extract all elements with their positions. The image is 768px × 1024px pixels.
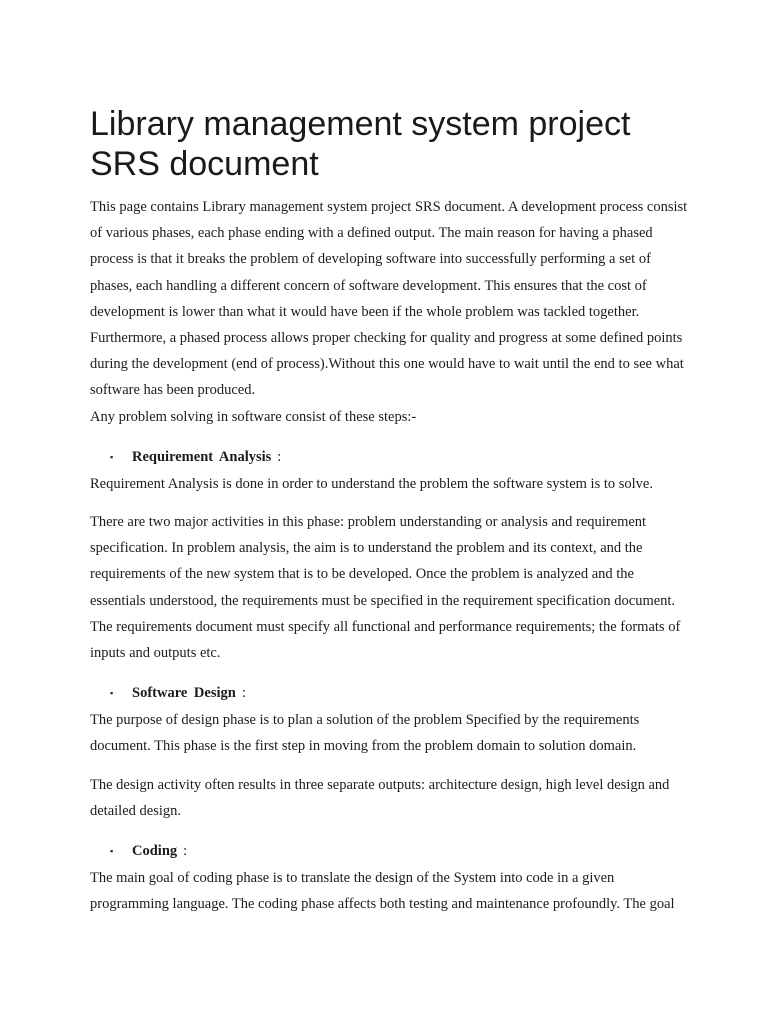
section-heading-colon: : bbox=[241, 685, 246, 702]
section-heading-text: Software Design bbox=[132, 685, 236, 702]
section-heading-text: Coding bbox=[132, 843, 178, 860]
document-title: Library management system project SRS document bbox=[90, 105, 631, 183]
section-heading-requirement-analysis bbox=[90, 448, 690, 466]
section-heading-colon: : bbox=[183, 843, 188, 860]
steps-intro: Any problem solving in software consist of these steps:- bbox=[90, 408, 417, 425]
intro-paragraph: This page contains Library management system project SRS document. A development process consist of various phases, each phase ending with a defined output. The main reason for having a phased process is that it breaks the problem of developing software into successfully performing a set of phases, each handling a different concern of software development. This ensures that the cost of development is lower than what it would have been if the whole problem was tackled together. Furthermore, a phased process allows proper checking for quality and progress at some defined points during the development (end of process).Without this one would have to wait until the end to see what software has been produced. bbox=[90, 199, 688, 399]
document-page bbox=[90, 104, 690, 917]
paragraph: There are two major activities in this phase: problem understanding or analysis and requirement specification. In problem analysis, the aim is to understand the problem and its context, and the requirements of the new system that is to be developed. Once the problem is analyzed and the essentials understood, the requirements must be specified in the requirement specification document. The requirements document must specify all functional and performance requirements; the formats of inputs and outputs etc. bbox=[90, 514, 681, 662]
bullet-square-icon: ▪ bbox=[110, 451, 114, 462]
section-heading-text: Requirement Analysis bbox=[132, 448, 272, 465]
section-heading-software-design bbox=[90, 684, 690, 702]
section-heading-coding bbox=[90, 842, 690, 860]
paragraph: Requirement Analysis is done in order to understand the problem the software system is to solve. bbox=[90, 475, 653, 492]
paragraph: The design activity often results in three separate outputs: architecture design, high level design and detailed design. bbox=[90, 776, 670, 819]
section-heading-colon: : bbox=[277, 448, 282, 465]
bullet-square-icon: ▪ bbox=[110, 688, 114, 699]
paragraph: The main goal of coding phase is to translate the design of the System into code in a given programming language. The coding phase affects both testing and maintenance profoundly. The goal bbox=[90, 870, 675, 913]
bullet-square-icon: ▪ bbox=[110, 846, 114, 857]
paragraph: The purpose of design phase is to plan a solution of the problem Specified by the requirements document. This phase is the first step in moving from the problem domain to solution domain. bbox=[90, 712, 640, 755]
